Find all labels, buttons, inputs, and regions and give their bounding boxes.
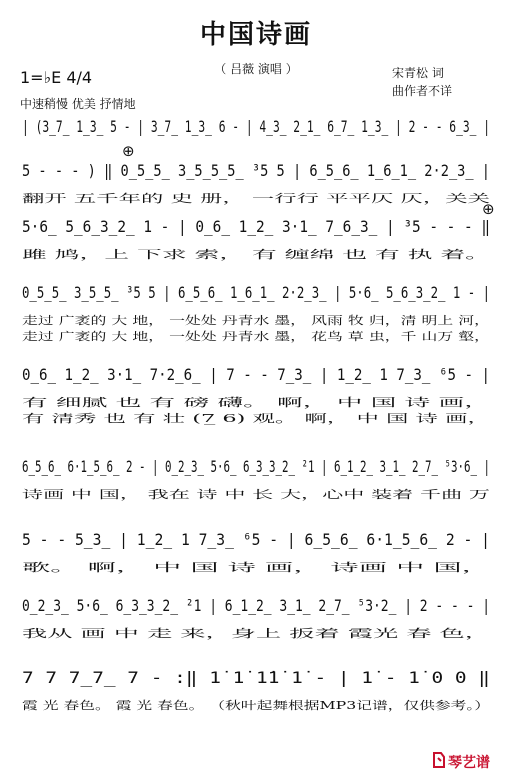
lyric-line: 我从 画 中 走 来，身上 扳着 霞光 春 色，: [22, 627, 226, 640]
lyric-line: 霞 光 春色。 霞 光 春色。 （秋叶起舞根据MP3记谱，仅供参考。）: [22, 699, 350, 712]
lyric-line: 有 清秀 也 有 壮 (7̲ 6) 观。 啊， 中 国 诗 画，: [22, 412, 252, 425]
lyricist-credit: 宋青松 词: [392, 66, 444, 80]
key-signature: 1=♭E 4/4: [20, 68, 93, 87]
notation-line: 0̲5̲5̲ 3̲5̲5̲ ³5 5 | 6̲5̲6̲ 1̲6̲1̲ 2·2̲3̲ | 5·6̲ 5̲6̲3̲2̲ 1 - |: [22, 283, 490, 302]
lyric-line: 雎 鸠，上 下求 索， 有 缠绵 也 有 执 着。: [22, 248, 230, 261]
coda-icon: ⊕: [122, 142, 135, 160]
lyric-line: 走过 广袤的 大 地， 一处处 丹青水 墨， 花鸟 草 虫，千 山万 壑，: [22, 330, 347, 343]
notation-line: 0̲2̲3̲ 5·6̲ 6̲3̲3̲2̲ ²1 | 6̲1̲2̲ 3̲1̲ 2̲7̲ ⁵3·2̲ | 2 - - - |: [22, 596, 490, 615]
notation-line: 6̲5̲6̲ 6·1̲5̲6̲ 2 - | 0̲2̲3̲ 5·6̲ 6̲3̲3̲2̲ ²1 | 6̲1̲2̲ 3̲1̲ 2̲7̲ ⁵3·6̲ |: [22, 457, 490, 476]
notation-line: 5 - - 5̲3̲ | 1̲2̲ 1 7̲3̲ ⁶5 - | 6̲5̲6̲ 6·1̲5̲6̲ 2 - |: [22, 530, 490, 549]
performer-credit: （ 吕薇 演唱 ）: [214, 62, 298, 76]
song-title: 中国诗画: [199, 20, 312, 50]
notation-line: | (3̲7̲ 1̲3̲ 5 - | 3̲7̲ 1̲3̲ 6 - | 4̲3̲ 2̲1̲ 6̲7̲ 1̲3̲ | 2 - - 6̲3̲ |: [22, 117, 490, 136]
logo-icon: [432, 752, 446, 768]
lyric-line: 翻开 五千年的 史 册， 一行行 平平仄 仄，关关: [22, 192, 252, 205]
coda-icon: ⊕: [482, 200, 495, 218]
tempo-marking: 中速稍慢 优美 抒情地: [20, 97, 136, 111]
notation-line: 5·6̲ 5̲6̲3̲2̲ 1 - | 0̲6̲ 1̲2̲ 3·1̲ 7̲6̲3̲ | ³5 - - - ‖: [22, 217, 490, 236]
lyric-line: 有 细腻 也 有 磅 礴。 啊， 中 国 诗 画，: [22, 396, 222, 409]
lyric-line: 歌。 啊， 中 国 诗 画， 诗画 中 国，: [22, 561, 204, 574]
composer-credit: 曲作者不详: [392, 84, 453, 98]
site-watermark: 琴艺谱: [448, 755, 490, 771]
lyric-line: 走过 广袤的 大 地， 一处处 丹青水 墨， 风雨 牧 归，清 明上 河，: [22, 314, 347, 327]
notation-line: 7 7 7̲7̲ 7 - :‖ 1̇ 1̇ 1̇1̇ 1̇ - | 1̇ - 1̇ 0 0 ‖: [22, 668, 490, 687]
notation-line: 5 - - - ) ‖ 0̲5̲5̲ 3̲5̲5̲5̲ ³5 5 | 6̲5̲6̲ 1̲6̲1̲ 2·2̲3̲ |: [22, 161, 490, 180]
lyric-line: 诗画 中 国， 我在 诗 中 长 大，心中 装着 千曲 万: [22, 488, 266, 501]
notation-line: 0̲6̲ 1̲2̲ 3·1̲ 7·2̲6̲ | 7 - - 7̲3̲ | 1̲2̲ 1 7̲3̲ ⁶5 - |: [22, 365, 490, 384]
